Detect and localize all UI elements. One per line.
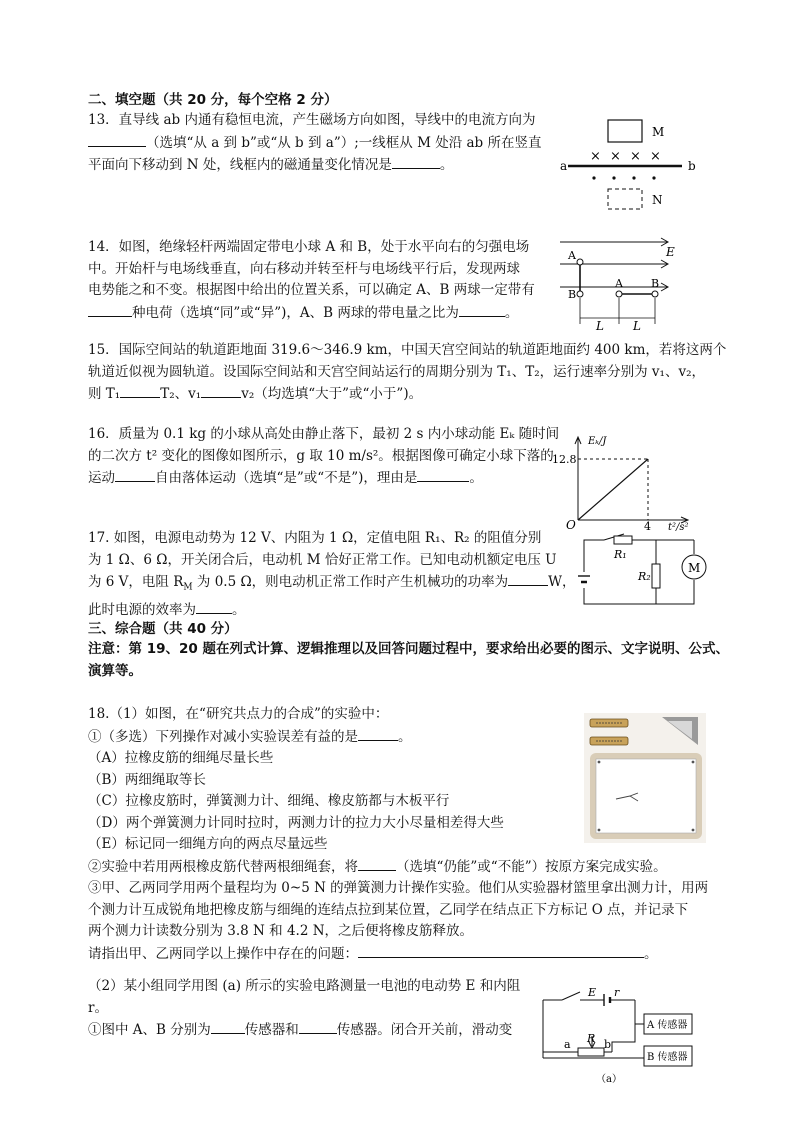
dimension-lines [580, 298, 655, 324]
sensor-b-label: B 传感器 [647, 1052, 688, 1063]
origin-label: O [566, 518, 576, 532]
label-a1: A [568, 249, 576, 262]
q17-blank-2[interactable] [196, 599, 232, 614]
q14-blank-2[interactable] [459, 302, 505, 317]
ball-b-start [577, 291, 583, 297]
label-m: M [652, 125, 665, 139]
label-b1: B [568, 288, 577, 301]
p2-line1: （2）某小组同学用图 (a) 所示的实验电路测量一电池的电动势 E 和内阻 [88, 978, 521, 994]
p2-line3b: 传感器和 [244, 1022, 299, 1038]
q13-line3: 平面向下移动到 N 处，线框内的磁通量变化情况是 [88, 157, 392, 173]
q17-subscript: M [183, 582, 193, 593]
y-axis-label: Eₖ/J [588, 436, 607, 447]
rheostat [578, 1048, 604, 1056]
q16-line3a: 运动 [88, 470, 115, 486]
q13-line2: （选填“从 a 到 b”或“从 b 到 a”）;一线框从 M 处沿 ab 所在竖直 [146, 134, 542, 151]
x-tick-label: 4 [644, 520, 651, 533]
q16-line3b: 自由落体运动（选填“是”或“不是”)，理由是 [155, 470, 418, 486]
q13-blank-1[interactable] [88, 132, 146, 147]
option-e: （E）标记同一细绳方向的两点尽量远些 [88, 836, 328, 852]
question-13 [88, 110, 541, 177]
paper-sheet [596, 759, 696, 833]
q18-line9: ③甲、乙两同学用两个量程均为 0~5 N 的弹簧测力计操作实验。他们从实验器材篮里拿出测力计，用两 [88, 880, 709, 896]
label-a: a [560, 159, 568, 173]
label-b2: B [651, 277, 660, 290]
q14-line1: 14．如图，绝缘轻杆两端固定带电小球 A 和 B，处于水平向右的匀强电场 [88, 239, 530, 255]
frame-n [608, 189, 642, 209]
q15-line3b: T₂、v₁ [160, 386, 202, 402]
circuit-wires [584, 534, 694, 604]
q15-line3a: 则 T₁ [88, 386, 121, 402]
svg-text:×: × [590, 149, 601, 164]
label-r2: R₂ [638, 570, 651, 583]
q16-line1: 16．质量为 0.1 kg 的小球从高处由静止落下，最初 2 s 内小球动能 Eₖ 随时间 [88, 426, 560, 442]
resistor-r1 [614, 536, 632, 544]
question-16 [88, 424, 559, 490]
option-a: （A）拉橡皮筋的细绳尽量长些 [88, 750, 274, 766]
frame-m [608, 120, 642, 142]
option-d: （D）两个弹簧测力计同时拉时，两测力计的拉力大小尽量相差得大些 [88, 814, 504, 831]
p2-blank-2[interactable] [299, 1019, 337, 1034]
label-a2: A [615, 277, 623, 290]
label-motor: M [688, 561, 701, 575]
q16-graph [552, 432, 700, 533]
p2-line3a: ①图中 A、B 分别为 [88, 1022, 211, 1038]
q13-figure [560, 115, 710, 215]
q18-line2: ①（多选）下列操作对减小实验误差有益的是 [88, 728, 358, 745]
q15-line3c: v₂（均选填“大于”或“小于”)。 [241, 386, 423, 402]
q15-blank-1[interactable] [120, 383, 160, 398]
q18-line12: 请指出甲、乙两同学以上操作中存在的问题： [88, 945, 358, 962]
q14-blank-1[interactable] [88, 302, 132, 317]
note-line1: 注意：第 19、20 题在列式计算、逻辑推理以及回答问题过程中，要求给出必要的图示、文字说明、公式、 [88, 641, 729, 657]
q18-line11: 两个测力计读数分别为 3.8 N 和 4.2 N，之后便将橡皮筋释放。 [88, 923, 474, 939]
label-e: E [666, 245, 675, 259]
q15-line1: 15．国际空间站的轨道距地面 319.6～346.9 km，中国天宫空间站的轨道距地面约 400 km，若将这两个 [88, 342, 727, 358]
q16-line3c: 。 [469, 470, 483, 486]
experiment-photo [584, 713, 706, 843]
q18-line1: 18.（1）如图，在“研究共点力的合成”的实验中： [88, 706, 389, 722]
label-l2: L [633, 319, 641, 333]
q17-circuit [576, 532, 706, 612]
q17-line3a: 为 6 V，电阻 R [88, 574, 184, 590]
q13-line1: 13．直导线 ab 内通有稳恒电流，产生磁场方向如图，导线中的电流方向为 [88, 112, 536, 128]
q18-line2-end: 。 [398, 728, 412, 745]
circuit-a [540, 984, 700, 1086]
sensor-a-label: A 传感器 [647, 1020, 688, 1031]
ball-b-end [652, 291, 658, 297]
q14-line3: 电势能之和不变。根据图中给出的位置关系，可以确定 A、B 两球一定带有 [88, 282, 535, 298]
q15-line2: 轨道近似视为圆轨道。设国际空间站和天宫空间站运行的周期分别为 T₁、T₂，运行速率分别为 v₁、v₂， [88, 363, 705, 380]
q17-line4b: 。 [232, 602, 246, 619]
svg-text:×: × [610, 149, 621, 164]
svg-text:×: × [650, 149, 661, 164]
label-e: E [588, 986, 597, 999]
q16-blank-1[interactable] [115, 467, 155, 482]
label-r: r [614, 986, 620, 999]
section-3-title: 三、综合题（共 40 分） [88, 621, 238, 637]
q17-line2: 为 1 Ω、6 Ω，开关闭合后，电动机 M 恰好正常工作。已知电动机额定电压 U [88, 551, 557, 568]
q13-line3-end: 。 [439, 157, 454, 173]
label-b: b [688, 159, 696, 173]
option-c: （C）拉橡皮筋时，弹簧测力计、细绳、橡皮筋都与木板平行 [88, 793, 450, 809]
q18-line12-end: 。 [644, 945, 658, 962]
resistor-r2 [652, 564, 660, 588]
section-2-title: 二、填空题（共 20 分，每个空格 2 分） [88, 92, 338, 108]
spring-scale-1 [590, 719, 628, 727]
note-line2: 演算等。 [88, 663, 142, 679]
label-b: b [604, 1038, 612, 1051]
q17-line3c: W， [548, 574, 576, 590]
q18-line10: 个测力计互成锐角地把橡皮筋与细绳的连结点拉到某位置，乙同学在结点正下方标记 O 点，并记录下 [88, 901, 689, 918]
option-b: （B）两细绳取等长 [88, 771, 206, 788]
question-15 [88, 340, 726, 406]
q17-line1: 17. 如图，电源电动势为 12 V、内阻为 1 Ω，定值电阻 R₁、R₂ 的阻值分别 [88, 530, 542, 546]
ball-a-start [577, 259, 583, 265]
question-18-part2 [88, 976, 520, 1042]
ek-line [578, 459, 648, 520]
q17-blank-1[interactable] [508, 571, 548, 586]
label-n: N [652, 193, 663, 207]
q14-line2: 中。开始杆与电场线垂直，向右移动并转至杆与电场线平行后，发现两球 [88, 260, 520, 277]
ball-a-end [616, 291, 622, 297]
question-17 [88, 528, 576, 622]
q16-line2: 的二次方 t² 变化的图像如图所示，g 取 10 m/s²。根据图像可确定小球下落的 [88, 447, 554, 464]
p2-blank-1[interactable] [211, 1019, 245, 1034]
q14-figure [560, 232, 685, 332]
section-3-note [88, 638, 729, 682]
y-tick-label: 12.8 [552, 453, 577, 466]
q16-blank-2[interactable] [417, 467, 469, 482]
q14-line4-end: 。 [504, 304, 519, 321]
label-r1: R₁ [614, 548, 627, 561]
label-rheostat: R [587, 1032, 596, 1045]
q14-line4: 种电荷（选填“同”或“异”)，A、B 两球的带电量之比为 [132, 304, 459, 321]
svg-text:×: × [630, 149, 641, 164]
dot-row [592, 176, 655, 179]
q18-blank-2[interactable] [358, 856, 396, 871]
spring-scale-2 [590, 737, 628, 745]
label-a: a [564, 1038, 571, 1051]
q13-blank-2[interactable] [392, 154, 440, 169]
x-axis-label: t²/s² [668, 522, 689, 533]
q18-blank-3[interactable] [358, 943, 644, 958]
question-14 [88, 237, 535, 324]
q15-blank-2[interactable] [201, 383, 241, 398]
q17-line3b: 为 0.5 Ω，则电动机正常工作时产生机械功的功率为 [192, 574, 509, 590]
figure-caption: （a） [596, 1074, 622, 1085]
label-l1: L [596, 319, 604, 333]
p2-line3c: 传感器。闭合开关前，滑动变 [336, 1022, 513, 1038]
q18-line8-end: （选填“仍能”或“不能”）按原方案完成实验。 [396, 858, 667, 875]
q18-blank-1[interactable] [358, 726, 398, 741]
p2-line2: r。 [88, 999, 108, 1016]
q17-line4a: 此时电源的效率为 [88, 602, 196, 619]
cross-row [590, 149, 661, 164]
q18-line8: ②实验中若用两根橡皮筋代替两根细绳套，将 [88, 858, 358, 875]
